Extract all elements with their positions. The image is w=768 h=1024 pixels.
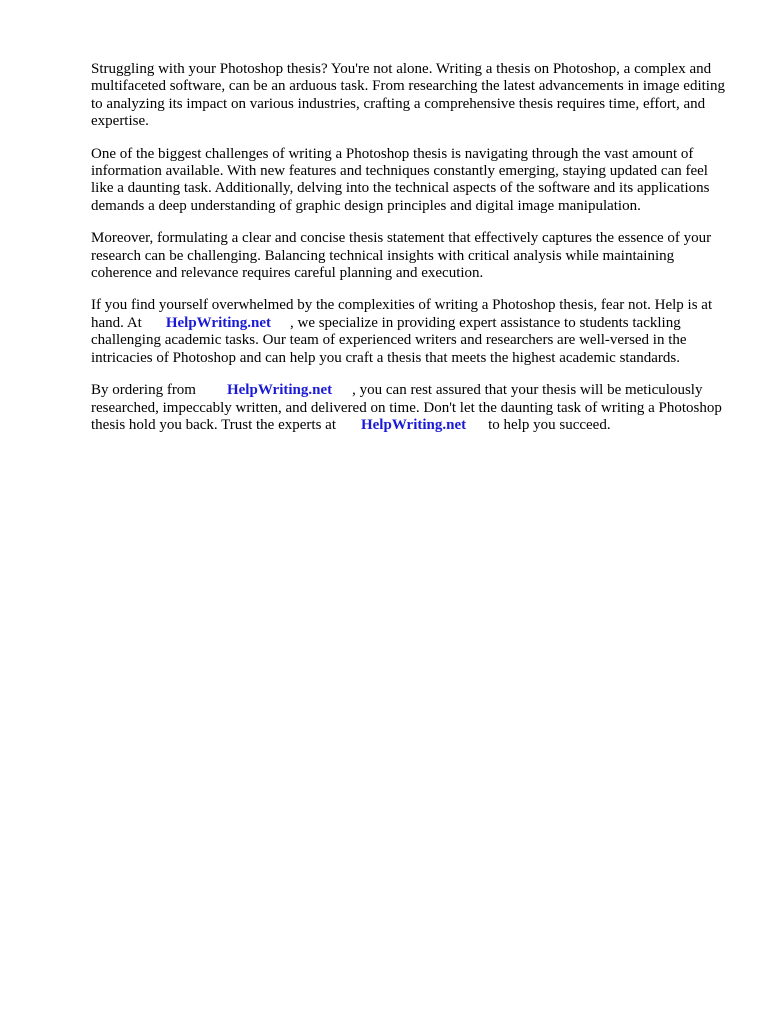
helpwriting-link[interactable]: HelpWriting.net <box>165 314 271 331</box>
helpwriting-link[interactable]: HelpWriting.net <box>360 416 467 433</box>
paragraph-ordering-text-middle: , you can rest assured that your thesis will be meticulously researched, impeccably written, and delivered on time. Don't let the daunting task of writing a Photoshop thesis hold you back. Trust the experts at <box>91 382 722 433</box>
paragraph-ordering <box>91 382 731 434</box>
paragraph-help-offer-text-after: , we specialize in providing expert assistance to students tackling challenging academic tasks. Our team of experienced writers and researchers are well-versed in the intricacies of Photoshop and can help you craft a thesis that meets the highest academic standards. <box>91 314 687 366</box>
helpwriting-link[interactable]: HelpWriting.net <box>226 382 333 399</box>
paragraph-help-offer <box>91 297 731 367</box>
paragraph-ordering-text-before: By ordering from <box>91 382 196 399</box>
paragraph-thesis-statement: Moreover, formulating a clear and concise thesis statement that effectively captures the essence of your research can be challenging. Balancing technical insights with critical analysis while maintaining coherence and relevance requires careful planning and execution. <box>91 230 712 282</box>
paragraph-challenges: One of the biggest challenges of writing a Photoshop thesis is navigating through the vast amount of information available. With new features and techniques constantly emerging, staying updated can feel like a daunting task. Additionally, delving into the technical aspects of the software and its applications demands a deep understanding of graphic design principles and digital image manipulation. <box>91 145 710 214</box>
document-body <box>91 61 731 449</box>
paragraph-intro: Struggling with your Photoshop thesis? You're not alone. Writing a thesis on Photoshop, a complex and multifaceted software, can be an arduous task. From researching the latest advancements in image editing to analyzing its impact on various industries, crafting a comprehensive thesis requires time, effort, and expertise. <box>91 61 725 130</box>
paragraph-help-offer-text-before: If you find yourself overwhelmed by the complexities of writing a Photoshop thesis, fear not. Help is at hand. At <box>91 297 713 331</box>
paragraph-ordering-text-after: to help you succeed. <box>488 416 611 433</box>
